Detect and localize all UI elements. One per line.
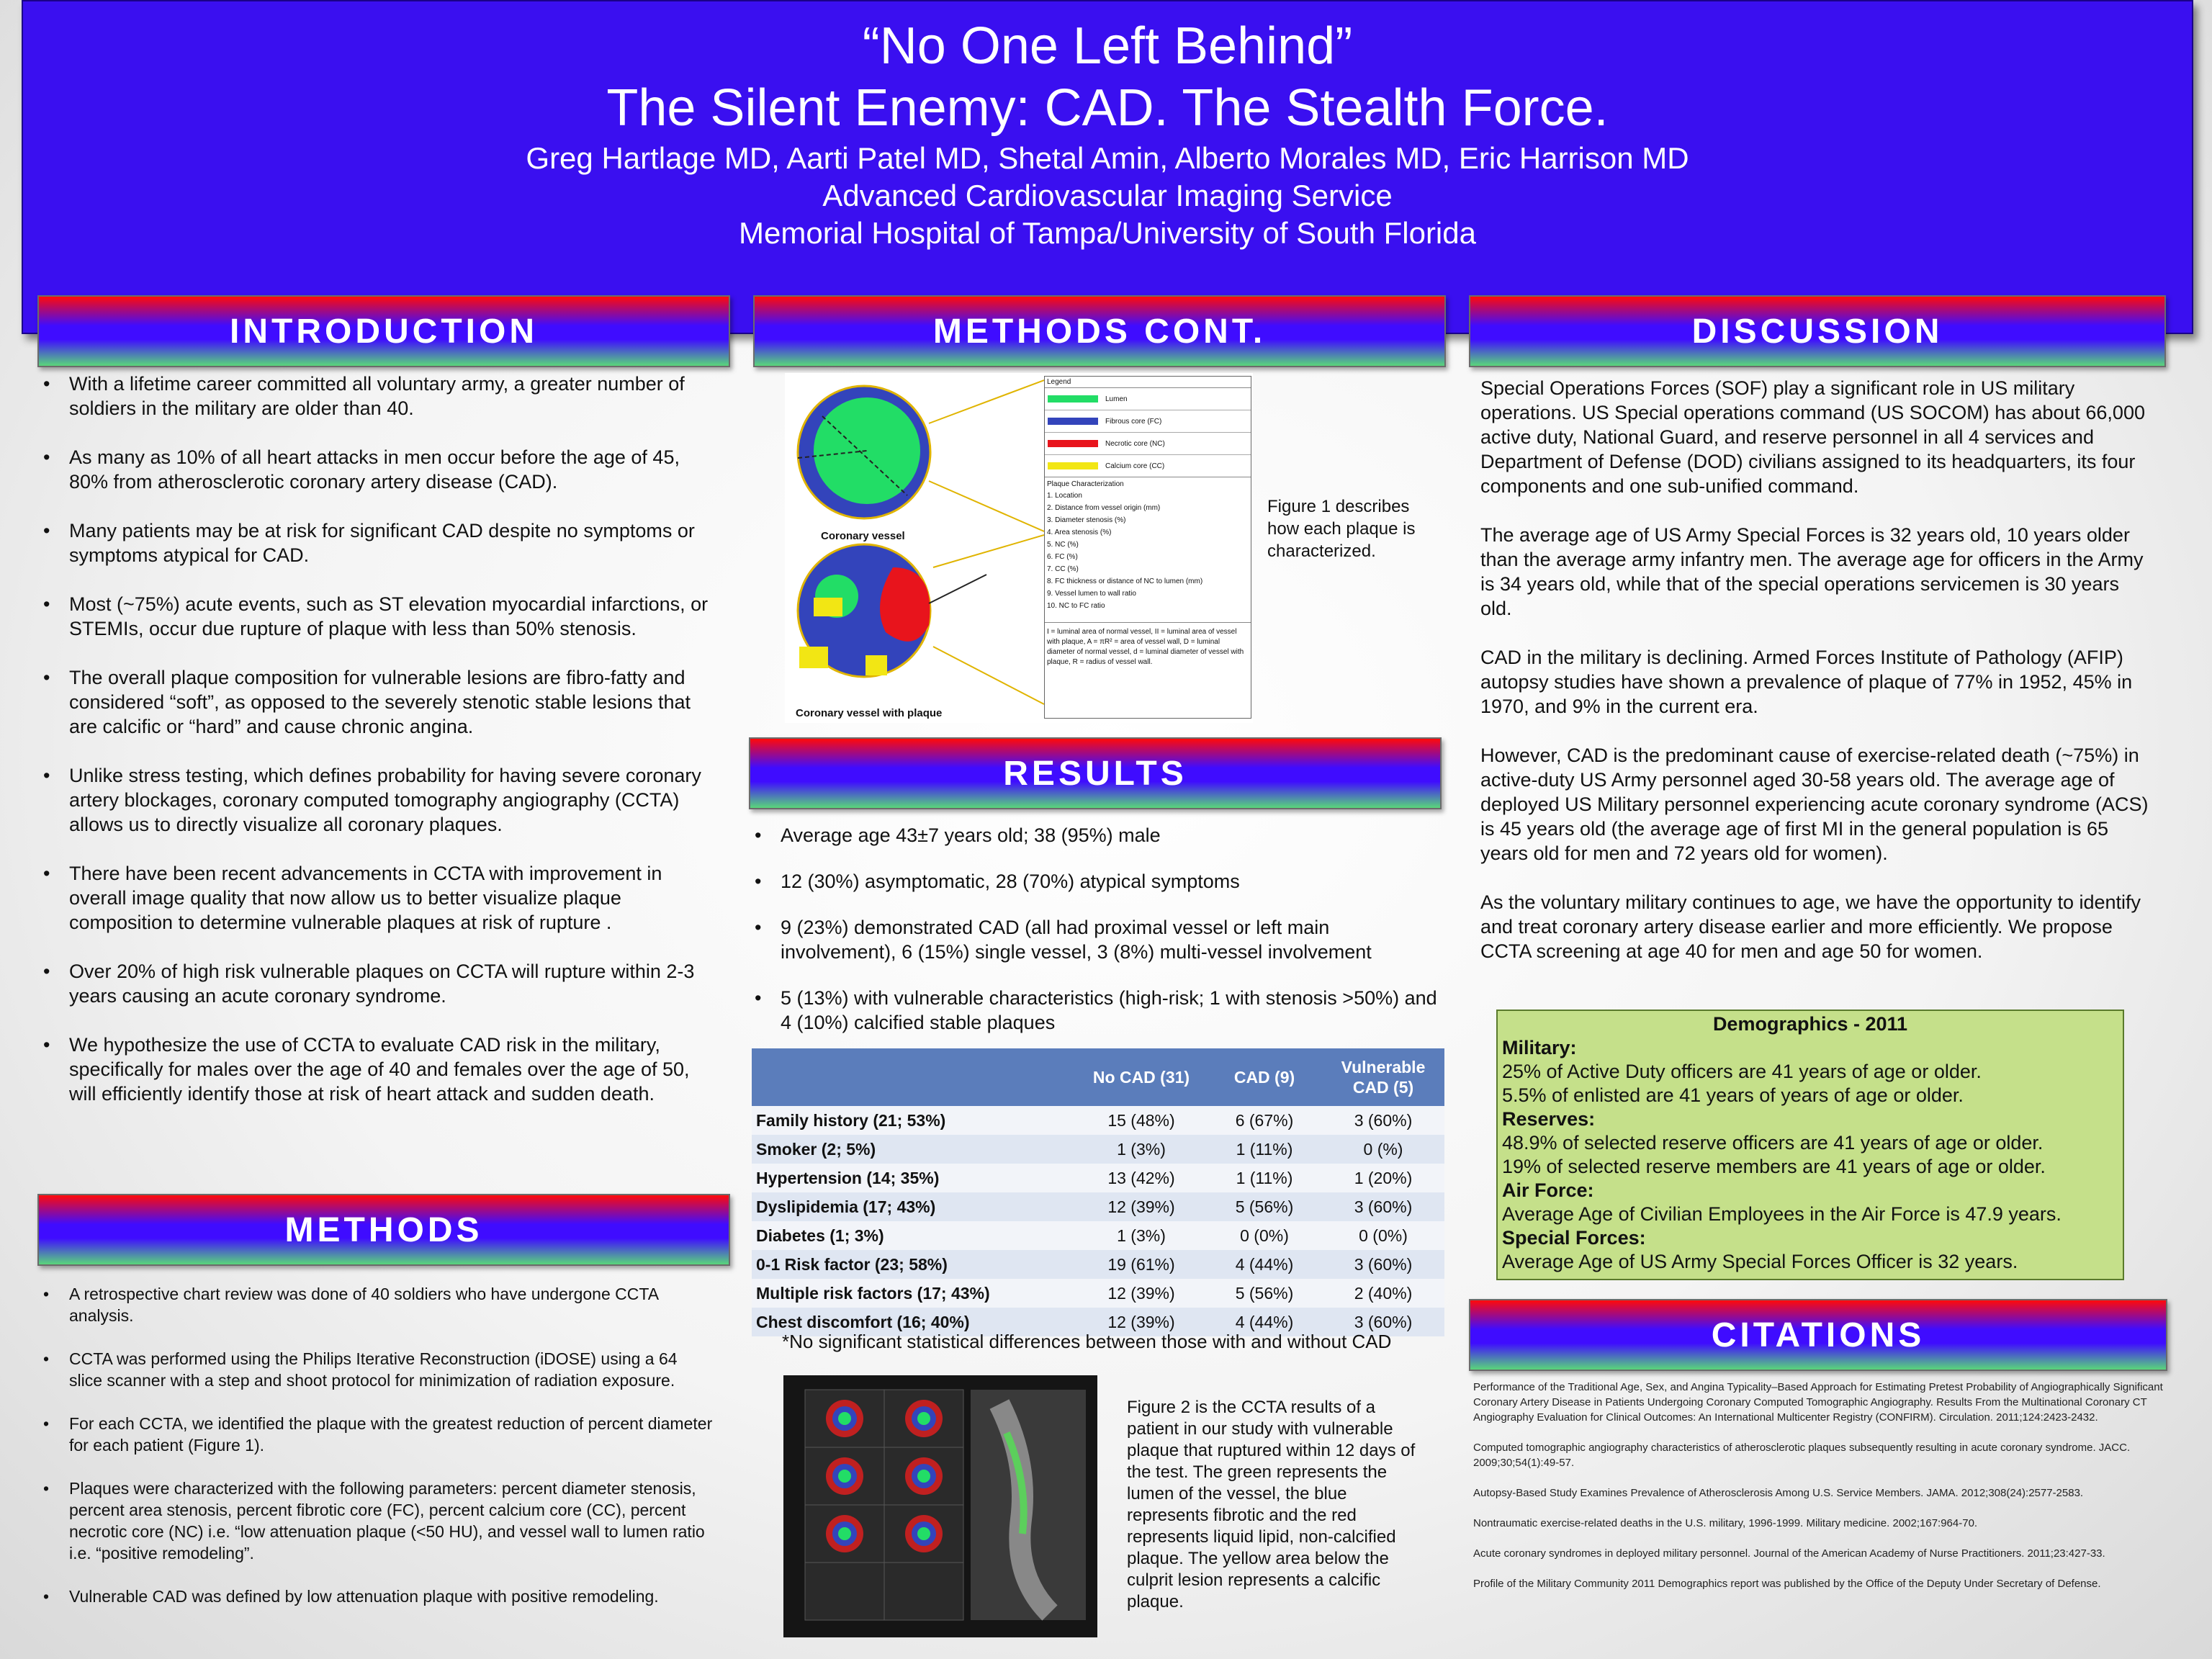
table-header-row: [752, 1048, 1444, 1106]
char-item: 6. FC (%): [1047, 553, 1078, 561]
introduction-header: INTRODUCTION: [37, 295, 730, 367]
table-row: [752, 1106, 1444, 1135]
discussion-paragraph: CAD in the military is declining. Armed Forces Institute of Pathology (AFIP) autopsy studies have shown a prevalence of plaque of 77% in 1952, 45% in 1970, and 9% in the current era.: [1480, 647, 2133, 717]
service-name: Advanced Cardiovascular Imaging Service: [822, 179, 1393, 212]
table-cell: 0 (0%): [1207, 1221, 1322, 1250]
table-row: [752, 1192, 1444, 1221]
table-cell: 5 (56%): [1207, 1192, 1322, 1221]
results-item: • 5 (13%) with vulnerable characteristics (high-risk; 1 with stenosis >50%) and 4 (10%) calcified stable plaques: [749, 986, 1440, 1035]
table-cell: Hypertension (14; 35%): [752, 1164, 1076, 1192]
char-item: 8. FC thickness or distance of NC to lumen (mm): [1047, 577, 1203, 585]
reserves-label: Reserves:: [1502, 1108, 1596, 1130]
legend-title: Legend: [1045, 377, 1251, 388]
citation-item: Performance of the Traditional Age, Sex, and Angina Typicality–Based Approach for Estimating Pretest Probability of Angiographically Significant Coronary Artery Disease in Patients Undergoing Coronary Computed Tomographic Angiography. Results From the Multinational Coronary CT Angiography Evaluation for Clinical Outcomes: An International Multicenter Registry (CONFIRM). Circulation. 2011;124:2423-2432.: [1473, 1381, 2163, 1424]
figure1-plaque-diagram: [785, 373, 1253, 723]
table-cell: 0 (0%): [1322, 1221, 1444, 1250]
discussion-header: DISCUSSION: [1469, 295, 2166, 367]
legend-item-necrotic: [1045, 433, 1251, 455]
methods-list: [37, 1283, 714, 1629]
methods-item: • CCTA was performed using the Philips Iterative Reconstruction (iDOSE) using a 64 slice scanner with a step and shoot protocol for minimization of radiation exposure.: [37, 1348, 714, 1391]
intro-item: • Many patients may be at risk for significant CAD despite no symptoms or symptoms atypical for CAD.: [37, 518, 714, 567]
poster-title-line1: “No One Left Behind”: [862, 17, 1353, 75]
legend-item-fibrous: [1045, 410, 1251, 433]
methods-item: • For each CCTA, we identified the plaque with the greatest reduction of percent diameter for each patient (Figure 1).: [37, 1413, 714, 1456]
necrotic-swatch: [1048, 440, 1098, 447]
char-item: 10. NC to FC ratio: [1047, 602, 1105, 610]
vessel-label: Coronary vessel: [821, 530, 905, 542]
discussion-paragraph: However, CAD is the predominant cause of exercise-related death (~75%) in active-duty US Army personnel aged 30-58 years old. The average age of deployed US Military personnel experiencing acute coronary syndrome (ACS) is 45 years old (the average age of first MI in the general population is 65 years old for men and 72 years old for women).: [1480, 745, 2149, 864]
intro-item: • There have been recent advancements in CCTA with improvement in overall image quality that now allow us to better visualize plaque composition to determine vulnerable plaques at risk of rupture .: [37, 861, 714, 935]
reserves-line: 19% of selected reserve members are 41 years of age or older.: [1502, 1156, 2046, 1177]
table-cell: 12 (39%): [1076, 1308, 1207, 1336]
table-cell: Multiple risk factors (17; 43%): [752, 1279, 1076, 1308]
table-cell: 3 (60%): [1322, 1250, 1444, 1279]
table-cell: Diabetes (1; 3%): [752, 1221, 1076, 1250]
demographics-box: [1496, 1010, 2124, 1280]
figure1-caption: Figure 1 describes how each plaque is characterized.: [1267, 497, 1416, 561]
intro-item: • With a lifetime career committed all voluntary army, a greater number of soldiers in the military are older than 40.: [37, 372, 714, 421]
legend-item-calcium: [1045, 455, 1251, 477]
legend-label: Fibrous core (FC): [1105, 417, 1162, 426]
introduction-list: [37, 372, 714, 1130]
citations-list: [1473, 1380, 2164, 1606]
poster-title-line2: The Silent Enemy: CAD. The Stealth Force.: [606, 79, 1609, 137]
reserves-line: 48.9% of selected reserve officers are 41 years of age or older.: [1502, 1132, 2044, 1154]
airforce-label: Air Force:: [1502, 1179, 1594, 1201]
citations-header: CITATIONS: [1469, 1299, 2167, 1371]
table-row: [752, 1164, 1444, 1192]
results-item: • Average age 43±7 years old; 38 (95%) male: [749, 823, 1440, 848]
char-item: 3. Diameter stenosis (%): [1047, 516, 1126, 524]
table-cell: 1 (11%): [1207, 1135, 1322, 1164]
table-row: [752, 1279, 1444, 1308]
table-header-cell: No CAD (31): [1076, 1048, 1207, 1106]
table-cell: 3 (60%): [1322, 1106, 1444, 1135]
table-cell: 0-1 Risk factor (23; 58%): [752, 1250, 1076, 1279]
special-forces-line: Average Age of US Army Special Forces Officer is 32 years.: [1502, 1251, 2018, 1272]
intro-item: • Most (~75%) acute events, such as ST elevation myocardial infarctions, or STEMIs, occur due rupture of plaque with less than 50% stenosis.: [37, 592, 714, 641]
intro-item: • We hypothesize the use of CCTA to evaluate CAD risk in the military, specifically for males over the age of 40 and females over the age of 50, will efficiently identify those at risk of heart attack and sudden death.: [37, 1033, 714, 1106]
legend-notes: I = luminal area of normal vessel, II = luminal area of vessel with plaque, A = πR² = area of vessel wall, D = luminal diameter of normal vessel, d = luminal diameter of vessel with plaque, R = radius of vessel wall.: [1045, 622, 1251, 672]
table-cell: 1 (11%): [1207, 1164, 1322, 1192]
table-cell: 5 (56%): [1207, 1279, 1322, 1308]
figure2-caption: Figure 2 is the CCTA results of a patient in our study with vulnerable plaque that ruptured within 12 days of the test. The green represents the lumen of the vessel, the blue represents fibrotic and the red represents liquid lipid, non-calcified plaque. The yellow area below the culprit lesion represents a calcific plaque.: [1127, 1398, 1416, 1611]
table-cell: 12 (39%): [1076, 1279, 1207, 1308]
table-cell: 4 (44%): [1207, 1308, 1322, 1336]
table-cell: 3 (60%): [1322, 1192, 1444, 1221]
intro-item: • The overall plaque composition for vulnerable lesions are fibro-fatty and considered “soft”, as opposed to the severely stenotic stable lesions that are calcific or “hard” and cause chronic angina.: [37, 665, 714, 739]
table-cell: 13 (42%): [1076, 1164, 1207, 1192]
char-item: 1. Location: [1047, 492, 1082, 500]
table-cell: Dyslipidemia (17; 43%): [752, 1192, 1076, 1221]
vessel-cross-section-diagram: [785, 373, 1044, 723]
table-cell: 4 (44%): [1207, 1250, 1322, 1279]
char-item: 2. Distance from vessel origin (mm): [1047, 504, 1161, 512]
char-item: 9. Vessel lumen to wall ratio: [1047, 590, 1136, 598]
citation-item: Nontraumatic exercise-related deaths in the U.S. military, 1996-1999. Military medicine. 2002;167:964-70.: [1473, 1517, 1978, 1529]
char-item: 5. NC (%): [1047, 541, 1079, 549]
military-label: Military:: [1502, 1037, 1577, 1058]
legend-label: Calcium core (CC): [1105, 462, 1165, 470]
discussion-paragraph: Special Operations Forces (SOF) play a significant role in US military operations. US Special operations command (US SOCOM) has about 66,000 active duty, National Guard, and reserve personnel in all 4 services and Department of Defense (DOD) civilians assigned to its headquarters, its four components and one sub-unified command.: [1480, 377, 2145, 497]
table-cell: 3 (60%): [1322, 1308, 1444, 1336]
table-cell: 15 (48%): [1076, 1106, 1207, 1135]
discussion-paragraph: As the voluntary military continues to age, we have the opportunity to identify and treat coronary artery disease earlier and more efficiently. We propose CCTA screening at age 40 for men and age 50 for women.: [1480, 891, 2141, 962]
special-forces-label: Special Forces:: [1502, 1227, 1646, 1249]
results-item: • 9 (23%) demonstrated CAD (all had proximal vessel or left main involvement), 6 (15%) single vessel, 3 (8%) multi-vessel involvement: [749, 915, 1440, 964]
results-header: RESULTS: [749, 737, 1442, 809]
military-line: 5.5% of enlisted are 41 years of years of age or older.: [1502, 1084, 1964, 1106]
lumen-swatch: [1048, 395, 1098, 403]
table-cell: Chest discomfort (16; 40%): [752, 1308, 1076, 1336]
discussion-text: [1480, 376, 2150, 988]
calcium-swatch: [1048, 462, 1098, 469]
legend-label: Necrotic core (NC): [1105, 439, 1165, 448]
table-cell: 1 (3%): [1076, 1135, 1207, 1164]
table-cell: Smoker (2; 5%): [752, 1135, 1076, 1164]
table-header-cell: [752, 1048, 1076, 1106]
char-item: 7. CC (%): [1047, 565, 1079, 573]
table-row: [752, 1250, 1444, 1279]
plaque-vessel-label: Coronary vessel with plaque: [796, 707, 943, 719]
results-item: • 12 (30%) asymptomatic, 28 (70%) atypical symptoms: [749, 869, 1440, 894]
figure1-legend: [1044, 376, 1251, 719]
table-row: [752, 1135, 1444, 1164]
table-cell: 2 (40%): [1322, 1279, 1444, 1308]
citation-item: Acute coronary syndromes in deployed military personnel. Journal of the American Academy of Nurse Practitioners. 2011;23:427-33.: [1473, 1547, 2105, 1560]
table-cell: Family history (21; 53%): [752, 1106, 1076, 1135]
table-cell: 12 (39%): [1076, 1192, 1207, 1221]
table-cell: 6 (67%): [1207, 1106, 1322, 1135]
intro-item: • As many as 10% of all heart attacks in men occur before the age of 45, 80% from atherosclerotic coronary artery disease (CAD).: [37, 445, 714, 494]
authors: Greg Hartlage MD, Aarti Patel MD, Shetal Amin, Alberto Morales MD, Eric Harrison MD: [526, 141, 1689, 175]
intro-item: • Unlike stress testing, which defines probability for having severe coronary artery blockages, coronary computed tomography angiography (CCTA) allows us to directly visualize all coronary plaques.: [37, 763, 714, 837]
title-banner: [22, 0, 2193, 334]
ccta-scan-graphic: [783, 1375, 1097, 1637]
table-header-cell: CAD (9): [1207, 1048, 1322, 1106]
table-cell: 1 (20%): [1322, 1164, 1444, 1192]
citation-item: Computed tomographic angiography characteristics of atherosclerotic plaques subsequently resulting in acute coronary syndrome. JACC. 2009;30;54(1):49-57.: [1473, 1442, 2131, 1469]
demographics-title: Demographics - 2011: [1712, 1013, 1908, 1035]
methods-item: • Plaques were characterized with the following parameters: percent diameter stenosis, percent area stenosis, percent fibrotic core (FC), percent calcium core (CC), percent necrotic core (NC) i.e. “low attenuation plaque (<50 HU), and vessel wall to lumen ratio i.e. “positive remodeling”.: [37, 1478, 714, 1564]
table-footnote: *No significant statistical differences between those with and without CAD: [782, 1331, 1392, 1352]
fibrous-swatch: [1048, 418, 1098, 425]
table-cell: 1 (3%): [1076, 1221, 1207, 1250]
citation-item: Autopsy-Based Study Examines Prevalence of Atherosclerosis Among U.S. Service Members. JAMA. 2012;308(24):2577-2583.: [1473, 1487, 2084, 1499]
methods-item: • Vulnerable CAD was defined by low attenuation plaque with positive remodeling.: [37, 1586, 714, 1607]
airforce-line: Average Age of Civilian Employees in the Air Force is 47.9 years.: [1502, 1203, 2062, 1225]
table-header-cell: Vulnerable CAD (5): [1322, 1048, 1444, 1106]
legend-label: Lumen: [1105, 395, 1128, 403]
risk-factor-table: [752, 1048, 1444, 1336]
figure2-ccta-image: [783, 1375, 1097, 1637]
table-cell: 0 (%): [1322, 1135, 1444, 1164]
legend-item-lumen: [1045, 388, 1251, 410]
institution-name: Memorial Hospital of Tampa/University of South Florida: [739, 216, 1476, 250]
discussion-paragraph: The average age of US Army Special Forces is 32 years old, 10 years older than the average army infantry men. The average age for officers in the Army is 34 years old, while that of the special operations servicemen is 30 years old.: [1480, 524, 2144, 619]
characterization-title: Plaque Characterization: [1047, 480, 1124, 488]
results-list: [749, 823, 1440, 1056]
characterization-list: [1045, 490, 1251, 612]
methods-header: METHODS: [37, 1194, 730, 1266]
char-item: 4. Area stenosis (%): [1047, 529, 1112, 536]
table-cell: 19 (61%): [1076, 1250, 1207, 1279]
methods-item: • A retrospective chart review was done of 40 soldiers who have undergone CCTA analysis.: [37, 1283, 714, 1326]
intro-item: • Over 20% of high risk vulnerable plaques on CCTA will rupture within 2-3 years causing an acute coronary syndrome.: [37, 959, 714, 1008]
table-row: [752, 1221, 1444, 1250]
citation-item: Profile of the Military Community 2011 Demographics report was published by the Office of the Deputy Under Secretary of Defense.: [1473, 1578, 2101, 1590]
military-line: 25% of Active Duty officers are 41 years of age or older.: [1502, 1061, 1982, 1082]
methods-cont-header: METHODS CONT.: [753, 295, 1446, 367]
